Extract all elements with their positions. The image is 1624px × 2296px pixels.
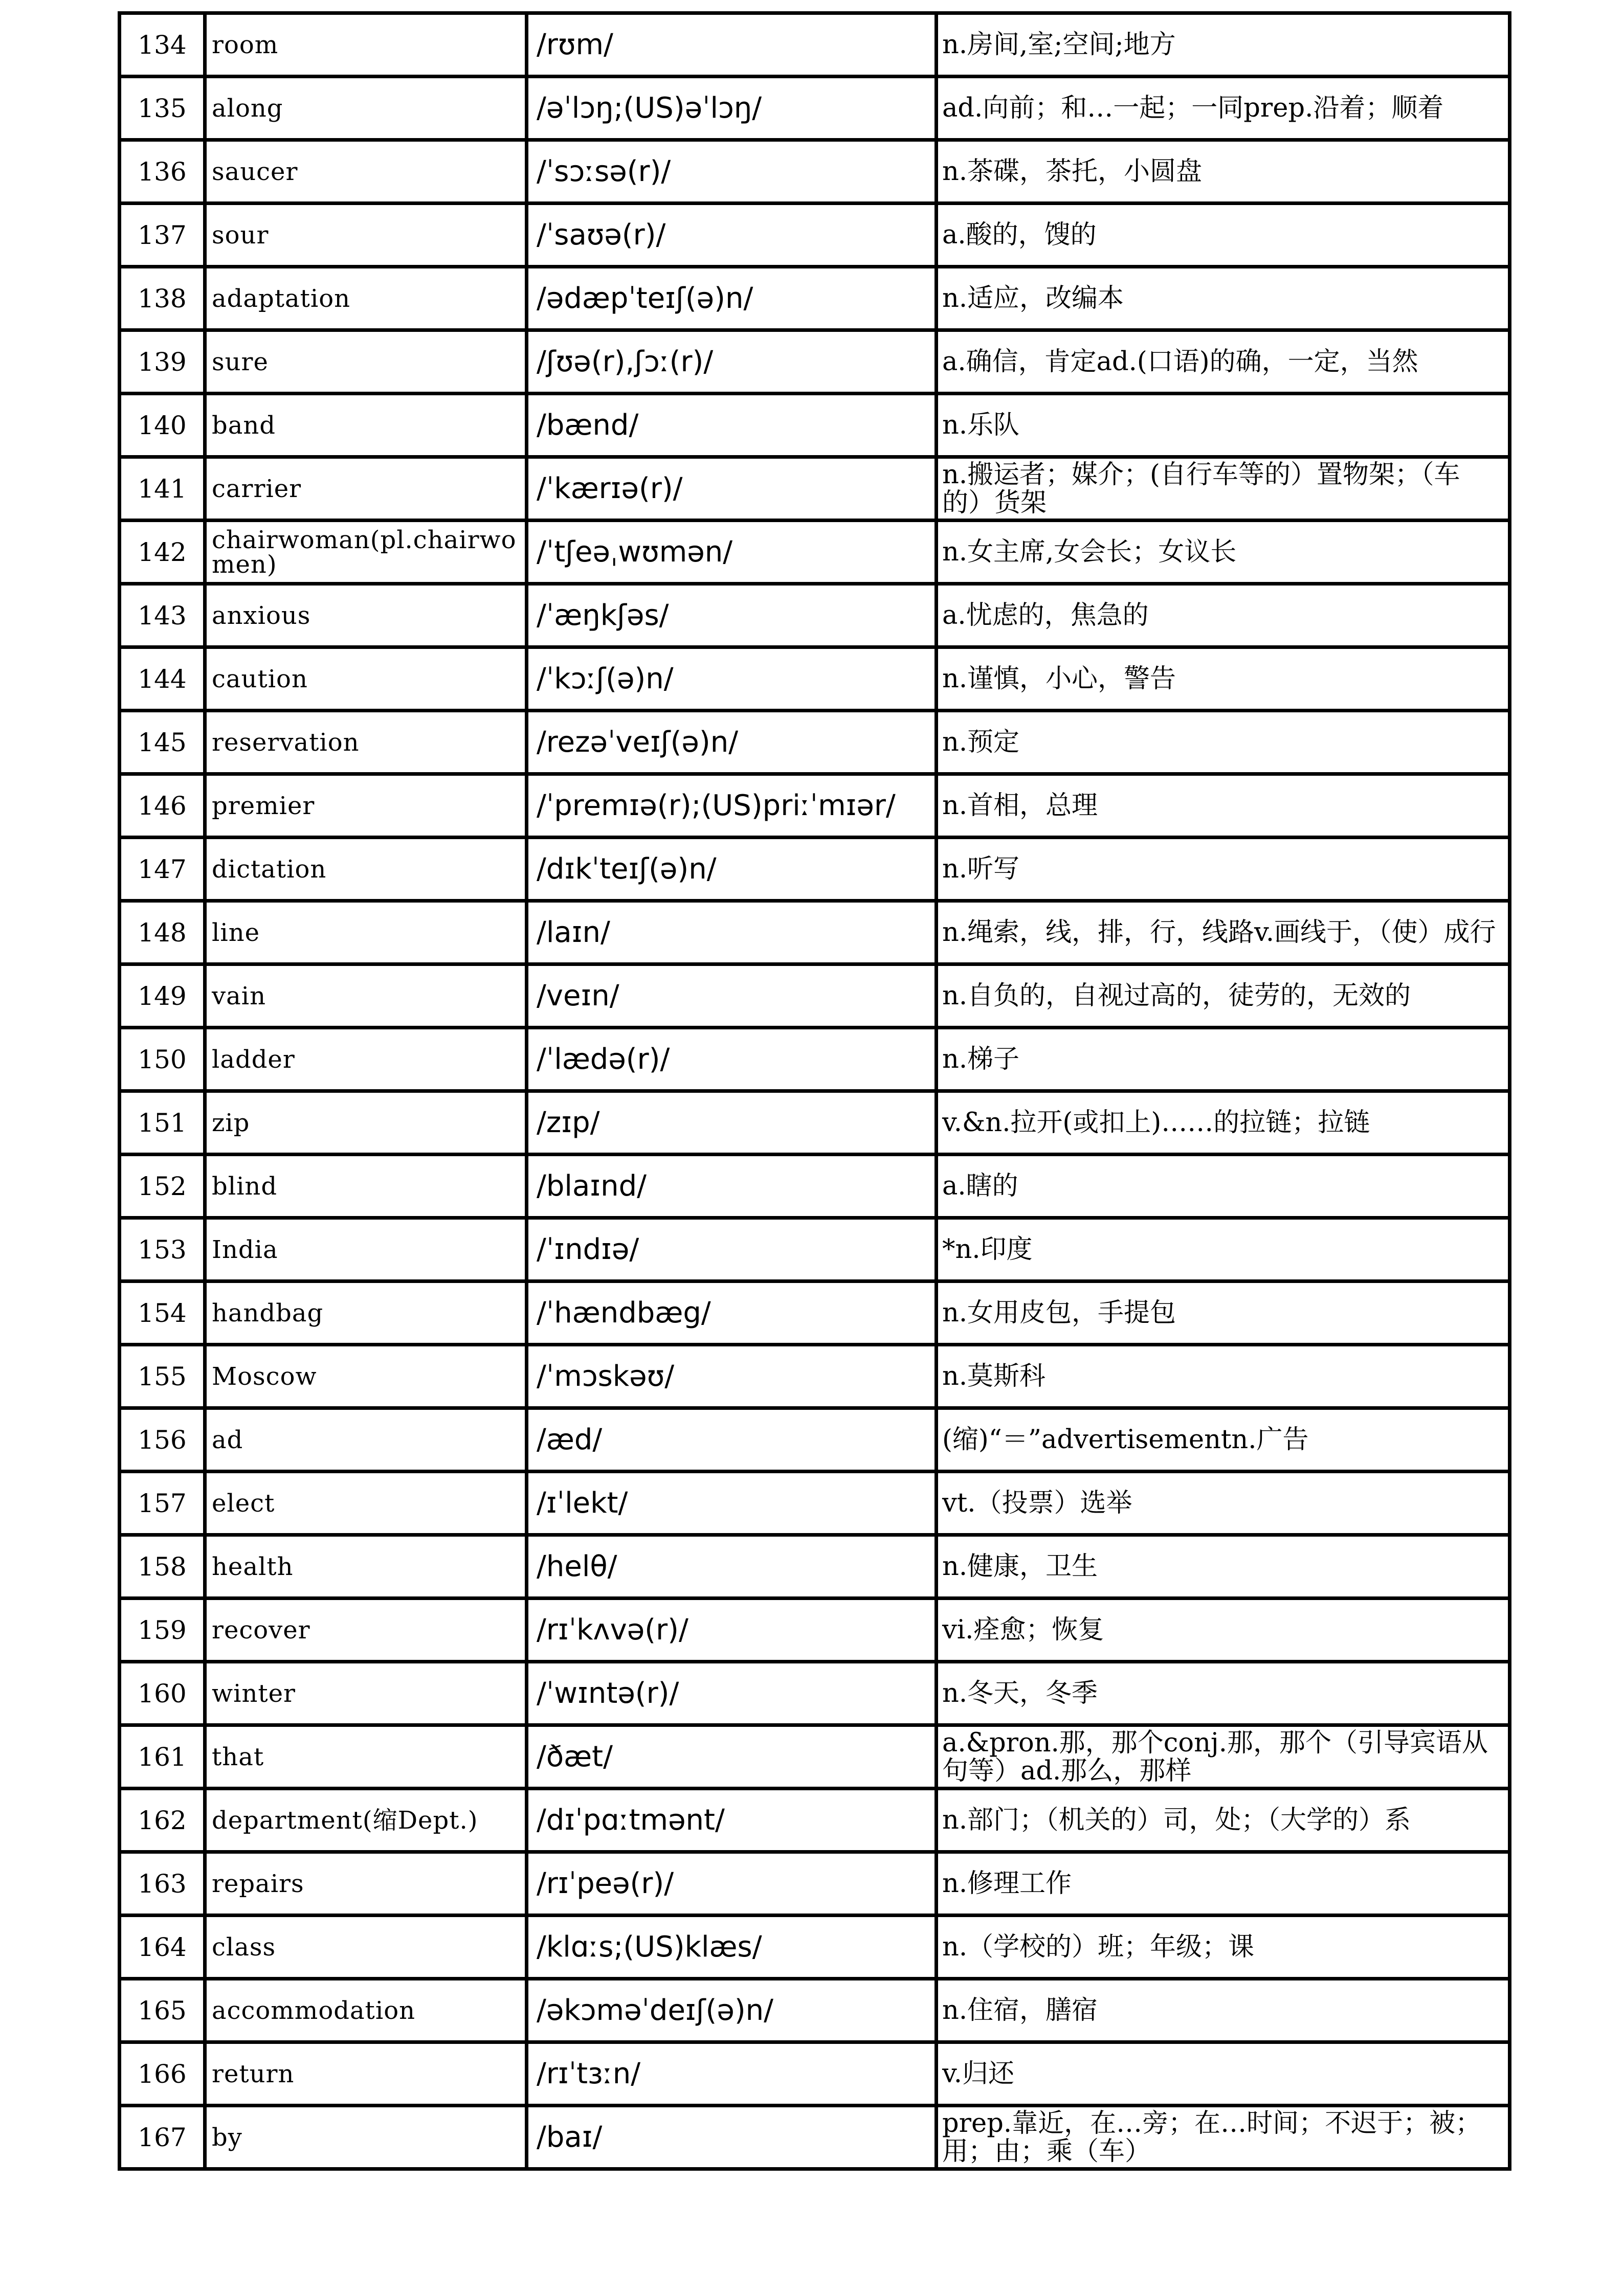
entry-number: 160 <box>120 1662 205 1725</box>
entry-word: handbag <box>205 1281 527 1345</box>
entry-meaning: n.自负的，自视过高的，徒劳的，无效的 <box>937 964 1510 1028</box>
entry-meaning: prep.靠近，在…旁；在…时间；不迟于；被；用；由；乘（车） <box>937 2106 1510 2169</box>
table-row <box>120 901 1510 964</box>
entry-meaning: n.乐队 <box>937 394 1510 457</box>
table-row <box>120 1599 1510 1662</box>
table-row <box>120 1091 1510 1155</box>
entry-phonetic: /æd/ <box>527 1408 937 1472</box>
table-row <box>120 1218 1510 1281</box>
table-row <box>120 267 1510 330</box>
entry-number: 137 <box>120 204 205 267</box>
entry-number: 150 <box>120 1028 205 1091</box>
entry-word: class <box>205 1916 527 1979</box>
entry-meaning: n.冬天，冬季 <box>937 1662 1510 1725</box>
entry-word: band <box>205 394 527 457</box>
entry-number: 166 <box>120 2042 205 2106</box>
entry-word: carrier <box>205 457 527 521</box>
entry-meaning: n.（学校的）班；年级；课 <box>937 1916 1510 1979</box>
entry-number: 145 <box>120 711 205 774</box>
entry-word: that <box>205 1725 527 1789</box>
table-row <box>120 1345 1510 1408</box>
table-row <box>120 1535 1510 1599</box>
entry-number: 159 <box>120 1599 205 1662</box>
table-row <box>120 13 1510 77</box>
table-row <box>120 647 1510 711</box>
entry-word: room <box>205 13 527 77</box>
entry-meaning: *n.印度 <box>937 1218 1510 1281</box>
table-row <box>120 1852 1510 1916</box>
entry-phonetic: /ʃʊə(r),ʃɔː(r)/ <box>527 330 937 394</box>
entry-meaning: n.女主席,女会长；女议长 <box>937 521 1510 584</box>
entry-phonetic: /ˈæŋkʃəs/ <box>527 584 937 647</box>
entry-number: 138 <box>120 267 205 330</box>
table-row <box>120 838 1510 901</box>
entry-phonetic: /ˈsɔːsə(r)/ <box>527 140 937 204</box>
entry-word: health <box>205 1535 527 1599</box>
entry-number: 163 <box>120 1852 205 1916</box>
entry-number: 140 <box>120 394 205 457</box>
entry-meaning: n.搬运者；媒介；(自行车等的）置物架；（车的）货架 <box>937 457 1510 521</box>
vocabulary-table-body <box>120 13 1510 2169</box>
entry-word: recover <box>205 1599 527 1662</box>
entry-meaning: a.忧虑的，焦急的 <box>937 584 1510 647</box>
entry-phonetic: /dɪˈpɑːtmənt/ <box>527 1789 937 1852</box>
entry-word: saucer <box>205 140 527 204</box>
entry-meaning: n.修理工作 <box>937 1852 1510 1916</box>
entry-number: 157 <box>120 1472 205 1535</box>
entry-word: blind <box>205 1155 527 1218</box>
entry-word: anxious <box>205 584 527 647</box>
entry-number: 162 <box>120 1789 205 1852</box>
entry-word: department(缩Dept.) <box>205 1789 527 1852</box>
table-row <box>120 1979 1510 2042</box>
entry-meaning: a.&pron.那，那个conj.那，那个（引导宾语从句等）ad.那么，那样 <box>937 1725 1510 1789</box>
entry-number: 164 <box>120 1916 205 1979</box>
entry-meaning: n.梯子 <box>937 1028 1510 1091</box>
entry-meaning: a.瞎的 <box>937 1155 1510 1218</box>
entry-meaning: a.确信，肯定ad.(口语)的确，一定，当然 <box>937 330 1510 394</box>
table-row <box>120 1472 1510 1535</box>
entry-meaning: n.适应，改编本 <box>937 267 1510 330</box>
entry-phonetic: /ˈkærɪə(r)/ <box>527 457 937 521</box>
table-row <box>120 1028 1510 1091</box>
entry-number: 148 <box>120 901 205 964</box>
entry-meaning: n.莫斯科 <box>937 1345 1510 1408</box>
entry-meaning: v.归还 <box>937 2042 1510 2106</box>
entry-phonetic: /ˈmɔskəʊ/ <box>527 1345 937 1408</box>
entry-meaning: n.部门；（机关的）司，处；（大学的）系 <box>937 1789 1510 1852</box>
table-row <box>120 1725 1510 1789</box>
entry-number: 147 <box>120 838 205 901</box>
table-row <box>120 1408 1510 1472</box>
entry-number: 139 <box>120 330 205 394</box>
entry-word: caution <box>205 647 527 711</box>
entry-number: 134 <box>120 13 205 77</box>
entry-number: 144 <box>120 647 205 711</box>
entry-meaning: n.住宿，膳宿 <box>937 1979 1510 2042</box>
table-row <box>120 1662 1510 1725</box>
table-row <box>120 2042 1510 2106</box>
table-row <box>120 394 1510 457</box>
table-row <box>120 584 1510 647</box>
entry-meaning: v.&n.拉开(或扣上)……的拉链；拉链 <box>937 1091 1510 1155</box>
entry-phonetic: /ədæpˈteɪʃ(ə)n/ <box>527 267 937 330</box>
table-row <box>120 774 1510 838</box>
table-row <box>120 77 1510 140</box>
entry-phonetic: /ˈpremɪə(r);(US)priːˈmɪər/ <box>527 774 937 838</box>
entry-number: 136 <box>120 140 205 204</box>
entry-word: return <box>205 2042 527 2106</box>
entry-word: ad <box>205 1408 527 1472</box>
table-row <box>120 2106 1510 2169</box>
entry-phonetic: /rɪˈkʌvə(r)/ <box>527 1599 937 1662</box>
entry-phonetic: /helθ/ <box>527 1535 937 1599</box>
entry-meaning: n.健康，卫生 <box>937 1535 1510 1599</box>
entry-meaning: vi.痊愈；恢复 <box>937 1599 1510 1662</box>
entry-number: 135 <box>120 77 205 140</box>
entry-phonetic: /ˈlædə(r)/ <box>527 1028 937 1091</box>
entry-word: Moscow <box>205 1345 527 1408</box>
entry-phonetic: /bænd/ <box>527 394 937 457</box>
entry-meaning: n.首相，总理 <box>937 774 1510 838</box>
entry-word: sure <box>205 330 527 394</box>
entry-number: 143 <box>120 584 205 647</box>
entry-phonetic: /ˈsaʊə(r)/ <box>527 204 937 267</box>
entry-phonetic: /rezəˈveɪʃ(ə)n/ <box>527 711 937 774</box>
entry-phonetic: /zɪp/ <box>527 1091 937 1155</box>
entry-phonetic: /veɪn/ <box>527 964 937 1028</box>
table-row <box>120 521 1510 584</box>
entry-word: winter <box>205 1662 527 1725</box>
entry-phonetic: /rɪˈpeə(r)/ <box>527 1852 937 1916</box>
entry-word: zip <box>205 1091 527 1155</box>
entry-word: adaptation <box>205 267 527 330</box>
entry-meaning: n.茶碟，茶托，小圆盘 <box>937 140 1510 204</box>
entry-number: 155 <box>120 1345 205 1408</box>
entry-word: ladder <box>205 1028 527 1091</box>
entry-word: line <box>205 901 527 964</box>
entry-meaning: n.谨慎，小心，警告 <box>937 647 1510 711</box>
entry-word: elect <box>205 1472 527 1535</box>
entry-phonetic: /laɪn/ <box>527 901 937 964</box>
entry-phonetic: /ˈhændbæg/ <box>527 1281 937 1345</box>
entry-phonetic: /rɪˈtɜːn/ <box>527 2042 937 2106</box>
entry-word: premier <box>205 774 527 838</box>
entry-number: 146 <box>120 774 205 838</box>
table-row <box>120 1155 1510 1218</box>
entry-word: by <box>205 2106 527 2169</box>
table-row <box>120 1281 1510 1345</box>
entry-meaning: n.绳索，线，排，行，线路v.画线于，（使）成行 <box>937 901 1510 964</box>
entry-phonetic: /ˈwɪntə(r)/ <box>527 1662 937 1725</box>
entry-meaning: n.房间,室;空间;地方 <box>937 13 1510 77</box>
entry-phonetic: /ˈtʃeəˌwʊmən/ <box>527 521 937 584</box>
entry-number: 156 <box>120 1408 205 1472</box>
table-row <box>120 330 1510 394</box>
entry-meaning: (缩)“＝”advertisementn.广告 <box>937 1408 1510 1472</box>
entry-phonetic: /ˈɪndɪə/ <box>527 1218 937 1281</box>
entry-word: accommodation <box>205 1979 527 2042</box>
entry-phonetic: /rʊm/ <box>527 13 937 77</box>
entry-number: 158 <box>120 1535 205 1599</box>
entry-number: 167 <box>120 2106 205 2169</box>
entry-word: vain <box>205 964 527 1028</box>
entry-word: India <box>205 1218 527 1281</box>
entry-number: 149 <box>120 964 205 1028</box>
entry-phonetic: /blaɪnd/ <box>527 1155 937 1218</box>
entry-phonetic: /ˈkɔːʃ(ə)n/ <box>527 647 937 711</box>
table-row <box>120 140 1510 204</box>
entry-word: dictation <box>205 838 527 901</box>
table-row <box>120 1789 1510 1852</box>
entry-number: 165 <box>120 1979 205 2042</box>
entry-number: 161 <box>120 1725 205 1789</box>
table-row <box>120 204 1510 267</box>
entry-meaning: vt.（投票）选举 <box>937 1472 1510 1535</box>
table-row <box>120 1916 1510 1979</box>
entry-phonetic: /əˈlɔŋ;(US)əˈlɔŋ/ <box>527 77 937 140</box>
entry-word: along <box>205 77 527 140</box>
entry-phonetic: /klɑːs;(US)klæs/ <box>527 1916 937 1979</box>
entry-word: repairs <box>205 1852 527 1916</box>
entry-phonetic: /dɪkˈteɪʃ(ə)n/ <box>527 838 937 901</box>
entry-meaning: n.女用皮包，手提包 <box>937 1281 1510 1345</box>
entry-meaning: n.预定 <box>937 711 1510 774</box>
entry-meaning: ad.向前；和…一起；一同prep.沿着；顺着 <box>937 77 1510 140</box>
vocabulary-table <box>118 11 1511 2171</box>
entry-meaning: a.酸的，馊的 <box>937 204 1510 267</box>
entry-number: 154 <box>120 1281 205 1345</box>
entry-number: 153 <box>120 1218 205 1281</box>
entry-phonetic: /əkɔməˈdeɪʃ(ə)n/ <box>527 1979 937 2042</box>
entry-word: sour <box>205 204 527 267</box>
entry-phonetic: /ɪˈlekt/ <box>527 1472 937 1535</box>
table-row <box>120 964 1510 1028</box>
entry-number: 141 <box>120 457 205 521</box>
entry-phonetic: /baɪ/ <box>527 2106 937 2169</box>
entry-word: reservation <box>205 711 527 774</box>
entry-phonetic: /ðæt/ <box>527 1725 937 1789</box>
entry-number: 152 <box>120 1155 205 1218</box>
entry-number: 142 <box>120 521 205 584</box>
entry-number: 151 <box>120 1091 205 1155</box>
entry-meaning: n.听写 <box>937 838 1510 901</box>
table-row <box>120 711 1510 774</box>
entry-word: chairwoman(pl.chairwomen) <box>205 521 527 584</box>
table-row <box>120 457 1510 521</box>
